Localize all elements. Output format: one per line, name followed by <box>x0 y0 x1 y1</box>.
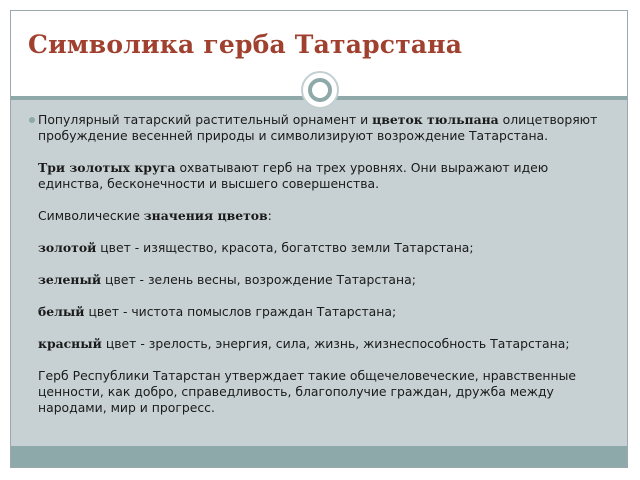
slide-title: Символика герба Татарстана <box>28 30 463 59</box>
paragraph-circles <box>38 160 608 192</box>
bold-text: значения цветов <box>143 208 268 223</box>
paragraph-green <box>38 272 608 288</box>
paragraph-tulip <box>38 112 608 144</box>
bold-text: Три золотых круга <box>38 160 176 175</box>
text: цвет - зрелость, энергия, сила, жизнь, жизнеспособность Татарстана; <box>101 336 570 351</box>
text: Символические <box>38 208 144 223</box>
text: : <box>267 208 272 223</box>
text: Герб Республики Татарстан утверждает такие общечеловеческие, нравственные ценности, как добро, справедливость, благополучие граждан, дружба между народами, мир и прогресс. <box>38 368 577 415</box>
bold-text: цветок тюльпана <box>372 112 499 127</box>
paragraph-gold <box>38 240 608 256</box>
text: охватывают герб на трех уровнях. Они выражают идею единства, бесконечности и высшего совершенства. <box>38 160 549 191</box>
paragraph-red <box>38 336 608 352</box>
footer-bar <box>11 446 627 467</box>
text: цвет - зелень весны, возрождение Татарстана; <box>101 272 416 287</box>
text: олицетворяют пробуждение весенней природы и символизируют возрождение Татарстана. <box>38 112 598 143</box>
paragraph-colors-intro <box>38 208 608 224</box>
bold-text: красный <box>38 336 102 351</box>
bold-text: белый <box>38 304 85 319</box>
slide-body <box>38 112 608 432</box>
ring-inner <box>308 78 332 102</box>
paragraph-values <box>38 368 608 416</box>
bold-text: золотой <box>38 240 97 255</box>
text: Популярный татарский растительный орнамент и <box>38 112 373 127</box>
bold-text: зеленый <box>38 272 102 287</box>
text: цвет - чистота помыслов граждан Татарстана; <box>84 304 397 319</box>
paragraph-white <box>38 304 608 320</box>
ring-ornament <box>301 71 339 109</box>
text: цвет - изящество, красота, богатство земли Татарстана; <box>96 240 474 255</box>
bullet-icon <box>29 117 35 123</box>
